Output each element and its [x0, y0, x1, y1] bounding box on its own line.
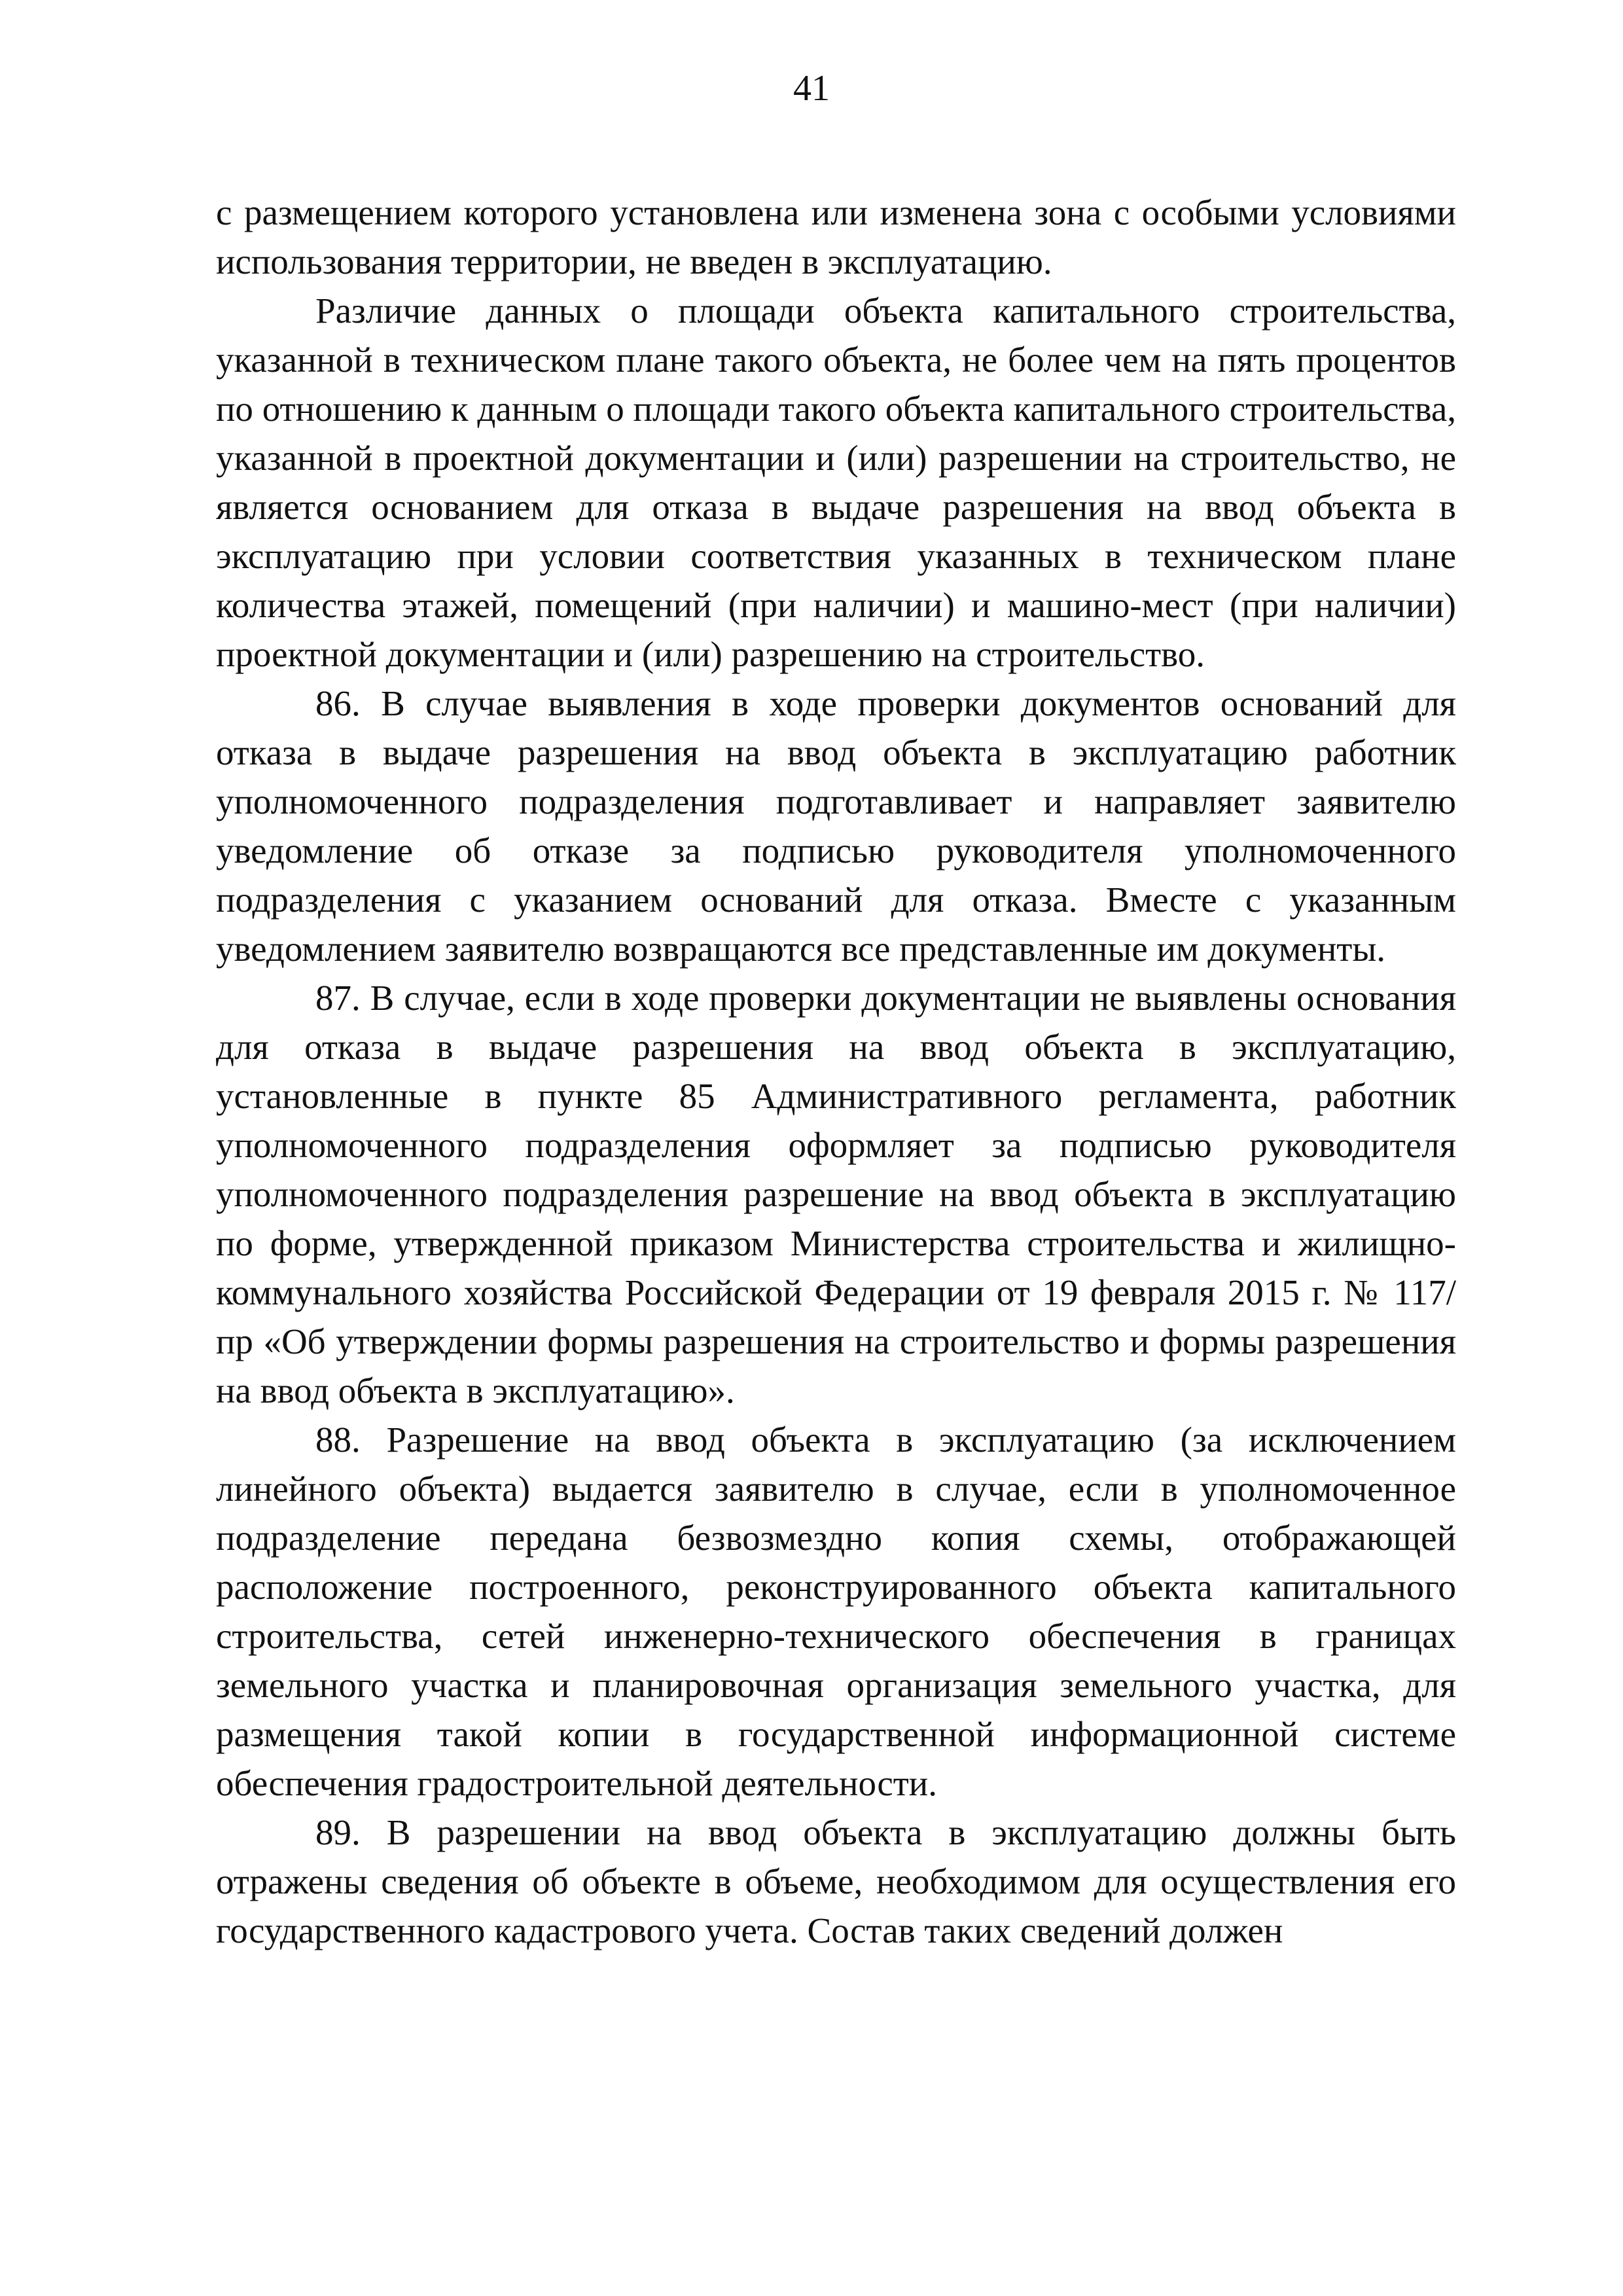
page-number: 41 — [793, 68, 830, 109]
paragraph-clause-88: 88. Разрешение на ввод объекта в эксплуатацию (за исключением линейного объекта) выдается заявителю в случае, если в уполномоченное подразделение передана безвозмездно копия схемы, отображающей расположение построенного, реконструированного объекта капитального строительства, сетей инженерно-технического обеспечения в границах земельного участка и планировочная организация земельного участка, для размещения такой копии в государственной информационной системе обеспечения градостроительной деятельности. — [216, 1420, 1456, 1803]
paragraph-clause-89: 89. В разрешении на ввод объекта в эксплуатацию должны быть отражены сведения об объекте в объеме, необходимом для осуществления его государственного кадастрового учета. Состав таких сведений должен — [216, 1812, 1456, 1950]
paragraph-clause-87: 87. В случае, если в ходе проверки документации не выявлены основания для отказа в выдаче разрешения на ввод объекта в эксплуатацию, установленные в пункте 85 Административного регламента, работник уполномоченного подразделения оформляет за подписью руководителя уполномоченного подразделения разрешение на ввод объекта в эксплуатацию по форме, утвержденной приказом Министерства строительства и жилищно-коммунального хозяйства Российской Федерации от 19 февраля 2015 г. № 117/пр «Об утверждении формы разрешения на строительство и формы разрешения на ввод объекта в эксплуатацию». — [216, 978, 1456, 1410]
paragraph-clause-86: 86. В случае выявления в ходе проверки документов оснований для отказа в выдаче разрешения на ввод объекта в эксплуатацию работник уполномоченного подразделения подготавливает и направляет заявителю уведомление об отказе за подписью руководителя уполномоченного подразделения с указанием оснований для отказа. Вместе с указанным уведомлением заявителю возвращаются все представленные им документы. — [216, 683, 1456, 969]
paragraph-area-difference: Различие данных о площади объекта капитального строительства, указанной в техническом плане такого объекта, не более чем на пять процентов по отношению к данным о площади такого объекта капитального строительства, указанной в проектной документации и (или) разрешении на строительство, не является основанием для отказа в выдаче разрешения на ввод объекта в эксплуатацию при условии соответствия указанных в техническом плане количества этажей, помещений (при наличии) и машино-мест (при наличии) проектной документации и (или) разрешению на строительство. — [216, 291, 1456, 674]
document-body — [216, 188, 1456, 1955]
paragraph-continuation: с размещением которого установлена или изменена зона с особыми условиями использования территории, не введен в эксплуатацию. — [216, 192, 1456, 281]
